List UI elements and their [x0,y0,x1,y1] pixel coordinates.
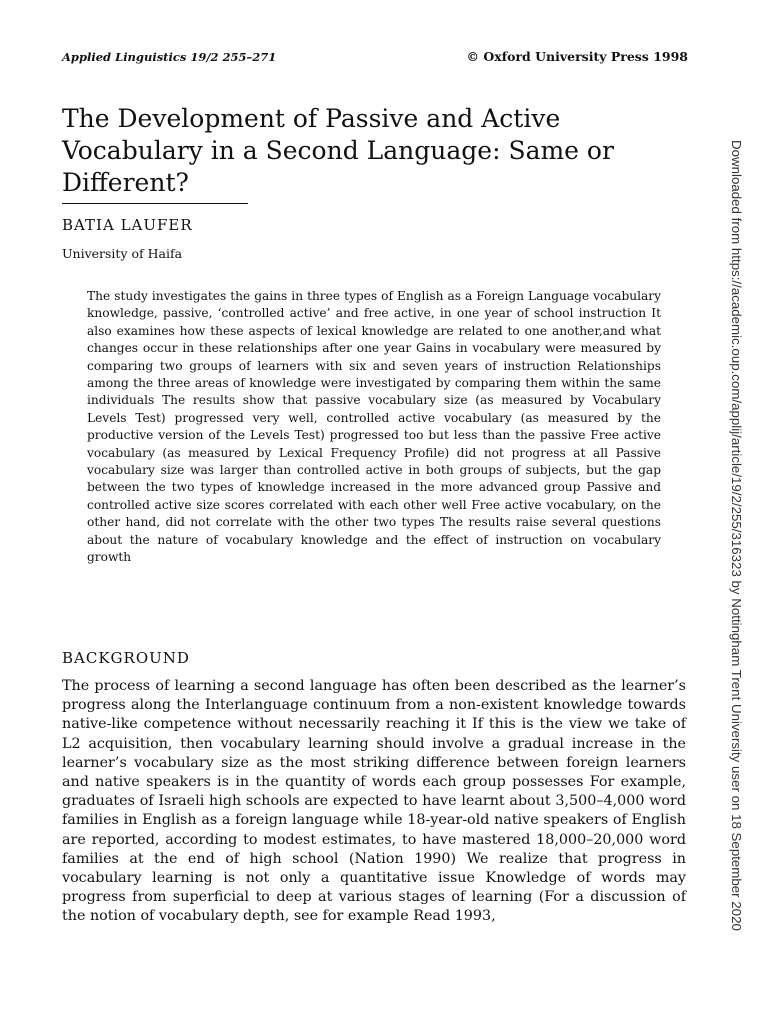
author-name: BATIA LAUFER [62,216,193,234]
copyright-notice: © Oxford University Press 1998 [466,49,688,64]
download-watermark [728,140,748,931]
body-paragraph: The process of learning a second language has often been described as the learner’s progress along the Interlanguage continuum from a non-existent knowledge towards native-like competence without necessarily reaching it If this is the view we take of L2 acquisition, then vocabulary learning should involve a gradual increase in the learner’s vocabulary size as the most striking difference between foreign learners and native speakers is in the quantity of words each group possesses For example, graduates of Israeli high schools are expected to have learnt about 3,500–4,000 word families in English as a foreign language while 18-year-old native speakers of English are reported, according to modest estimates, to have mastered 18,000–20,000 word families at the end of high school (Nation 1990) We realize that progress in vocabulary learning is not only a quantitative issue Knowledge of words may progress from superficial to deep at various stages of learning (For a discussion of the notion of vocabulary depth, see for example Read 1993, [62,678,686,925]
section-heading-background: BACKGROUND [62,649,190,667]
author-affiliation: University of Haifa [62,246,183,261]
download-watermark-text: Downloaded from https://academic.oup.com/applij/article/19/2/255/316323 by Nottingham Trent University user on 18 September 2020 [729,140,744,931]
title-divider [62,203,248,204]
abstract-text: The study investigates the gains in three types of English as a Foreign Language vocabulary knowledge, passive, ‘controlled active’ and free active, in one year of school instruction It also examines how these aspects of lexical knowledge are related to one another,and what changes occur in these relationships after one year Gains in vocabulary were measured by comparing two groups of learners with six and seven years of instruction Relationships among the three areas of knowledge were investigated by comparing them within the same individuals The results show that passive vocabulary size (as measured by Vocabulary Levels Test) progressed very well, controlled active vocabulary (as measured by the productive version of the Levels Test) progressed too but less than the passive Free active vocabulary (as measured by Lexical Frequency Profile) did not progress at all Passive vocabulary size was larger than controlled active in both groups of subjects, but the gap between the two types of knowledge increased in the more advanced group Passive and controlled active size scores correlated with each other well Free active vocabulary, on the other hand, did not correlate with the other two types The results raise several questions about the nature of vocabulary knowledge and the effect of instruction on vocabulary growth [87,289,661,565]
article-title: The Development of Passive and Active Vocabulary in a Second Language: Same or Different? [62,104,614,197]
journal-citation: Applied Linguistics 19/2 255–271 [62,50,277,64]
